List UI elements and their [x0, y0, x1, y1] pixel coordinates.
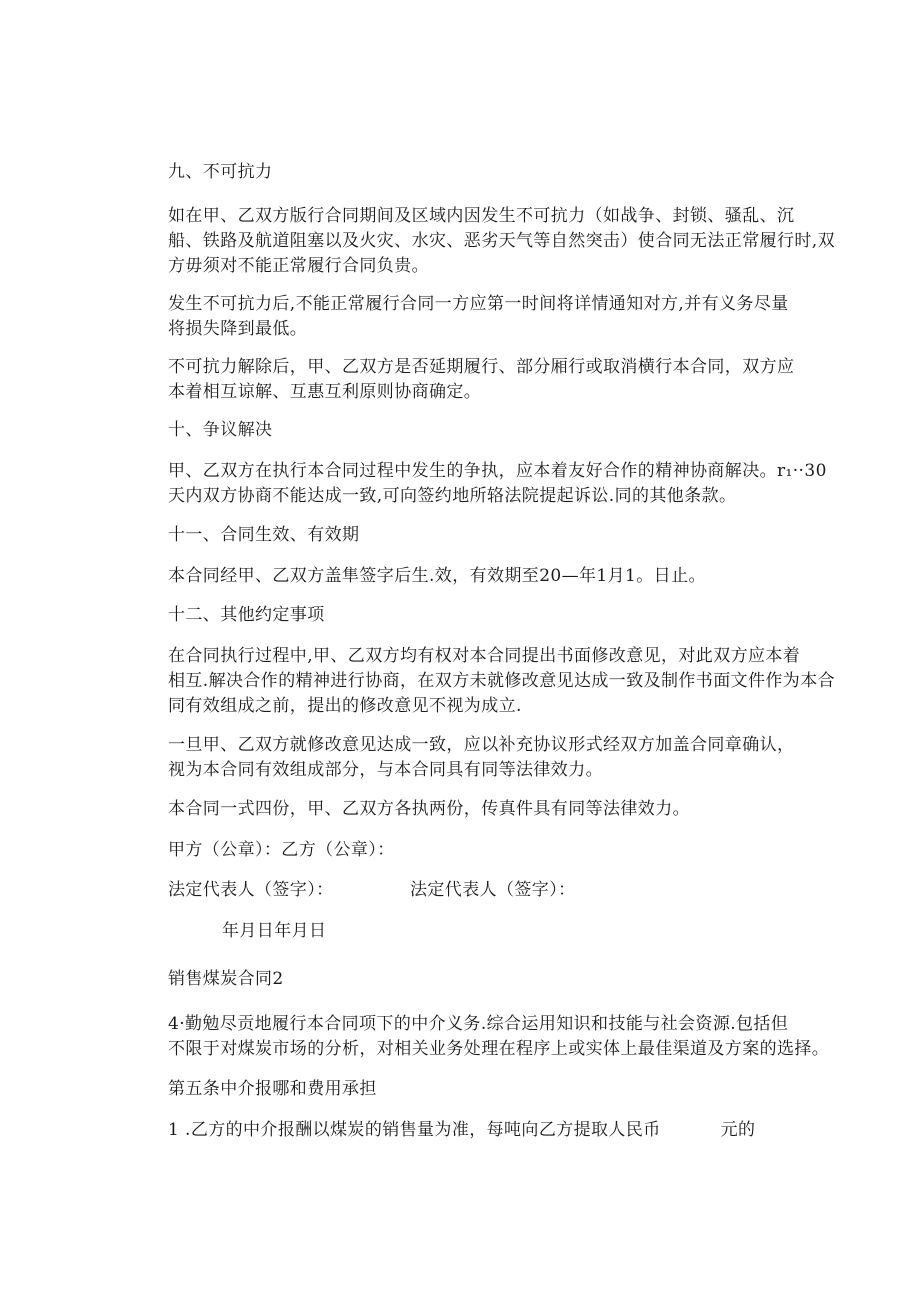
paragraph-line: 如在甲、乙双方版行合同期间及区域内因发生不可抗力（如战争、封锁、骚乱、沉 — [168, 206, 795, 226]
legal-representative-left: 法定代表人（签字）： — [168, 880, 334, 900]
paragraph-line: 在合同执行过程中,甲、乙双方均有权对本合同提出书面修改意见，对此双方应本着 — [168, 646, 801, 666]
legal-representative-right: 法定代表人（签字）： — [410, 880, 576, 900]
paragraph-line: 本着相互谅解、互惠互利原则协商确定。 — [168, 382, 482, 402]
section-heading-force-majeure: 九、不可抗力 — [168, 162, 273, 182]
paragraph-line: 一旦甲、乙双方就修改意见达成一致，应以补充协议形式经双方加盖合同章确认， — [168, 735, 795, 755]
paragraph-line: 甲、乙双方在执行本合同过程中发生的争执，应本着友好合作的精神协商解决。r₁··30 — [168, 461, 827, 481]
paragraph-line: 天内双方协商不能达成一致,可向签约地所辂法院提起诉讼.同的其他条款。 — [168, 486, 737, 506]
section-heading-effectiveness: 十一、合同生效、有效期 — [168, 525, 360, 545]
paragraph-line: 本合同经甲、乙双方盖隼签字后生.效，有效期至20—年1月1。日止。 — [168, 566, 706, 586]
paragraph-line: 同有效组成之前，提出的修改意见不视为成立. — [168, 696, 522, 716]
paragraph-line: 将损失降到最低。 — [168, 319, 308, 339]
contract-title-2: 销售煤炭合同2 — [168, 969, 284, 989]
item-1-suffix: 元的 — [720, 1120, 756, 1140]
item-1-prefix: 1 .乙方的中介报酬以煤炭的销售量为准，每吨向乙方提取人民币 — [168, 1120, 661, 1140]
paragraph-line: 本合同一式四份，甲、乙双方各执两份，传真件具有同等法律效力。 — [168, 799, 690, 819]
paragraph-line: 不可抗力解除后，甲、乙双方是否延期履行、部分厢行或取消横行本合同，双方应 — [168, 357, 795, 377]
section-heading-dispute-resolution: 十、争议解决 — [168, 420, 273, 440]
section-heading-other-terms: 十二、其他约定事项 — [168, 605, 325, 625]
paragraph-line: 相互.解决合作的精神进行协商，在双方未就修改意见达成一致及制作书面文件作为本合 — [168, 671, 836, 691]
paragraph-line: 船、铁路及航道阻塞以及火灾、水灾、恶劣天气等自然突击）使合同无法正常履行时,双 — [168, 231, 836, 251]
paragraph-line: 4·勤勉尽贡地履行本合同项下的中介义务.综合运用知识和技能与社会资源.包括但 — [168, 1014, 789, 1034]
seal-line: 甲方（公章）：乙方（公章）： — [168, 840, 395, 860]
paragraph-line: 不限于对煤炭市场的分析，对相关业务处理在程序上或实体上最佳渠道及方案的选择。 — [168, 1039, 830, 1059]
date-line: 年月日年月日 — [222, 921, 327, 941]
item-1-line — [168, 1120, 755, 1140]
article-heading-5: 第五条中介报哪和费用承担 — [168, 1079, 377, 1099]
paragraph-line: 发生不可抗力后,不能正常履行合同一方应第一时间将详情通知对方,并有义务尽量 — [168, 294, 789, 314]
paragraph-line: 方毋须对不能正常履行合同负贵。 — [168, 256, 429, 276]
paragraph-line: 视为本合同有效组成部分，与本合同具有同等法律效力。 — [168, 760, 603, 780]
